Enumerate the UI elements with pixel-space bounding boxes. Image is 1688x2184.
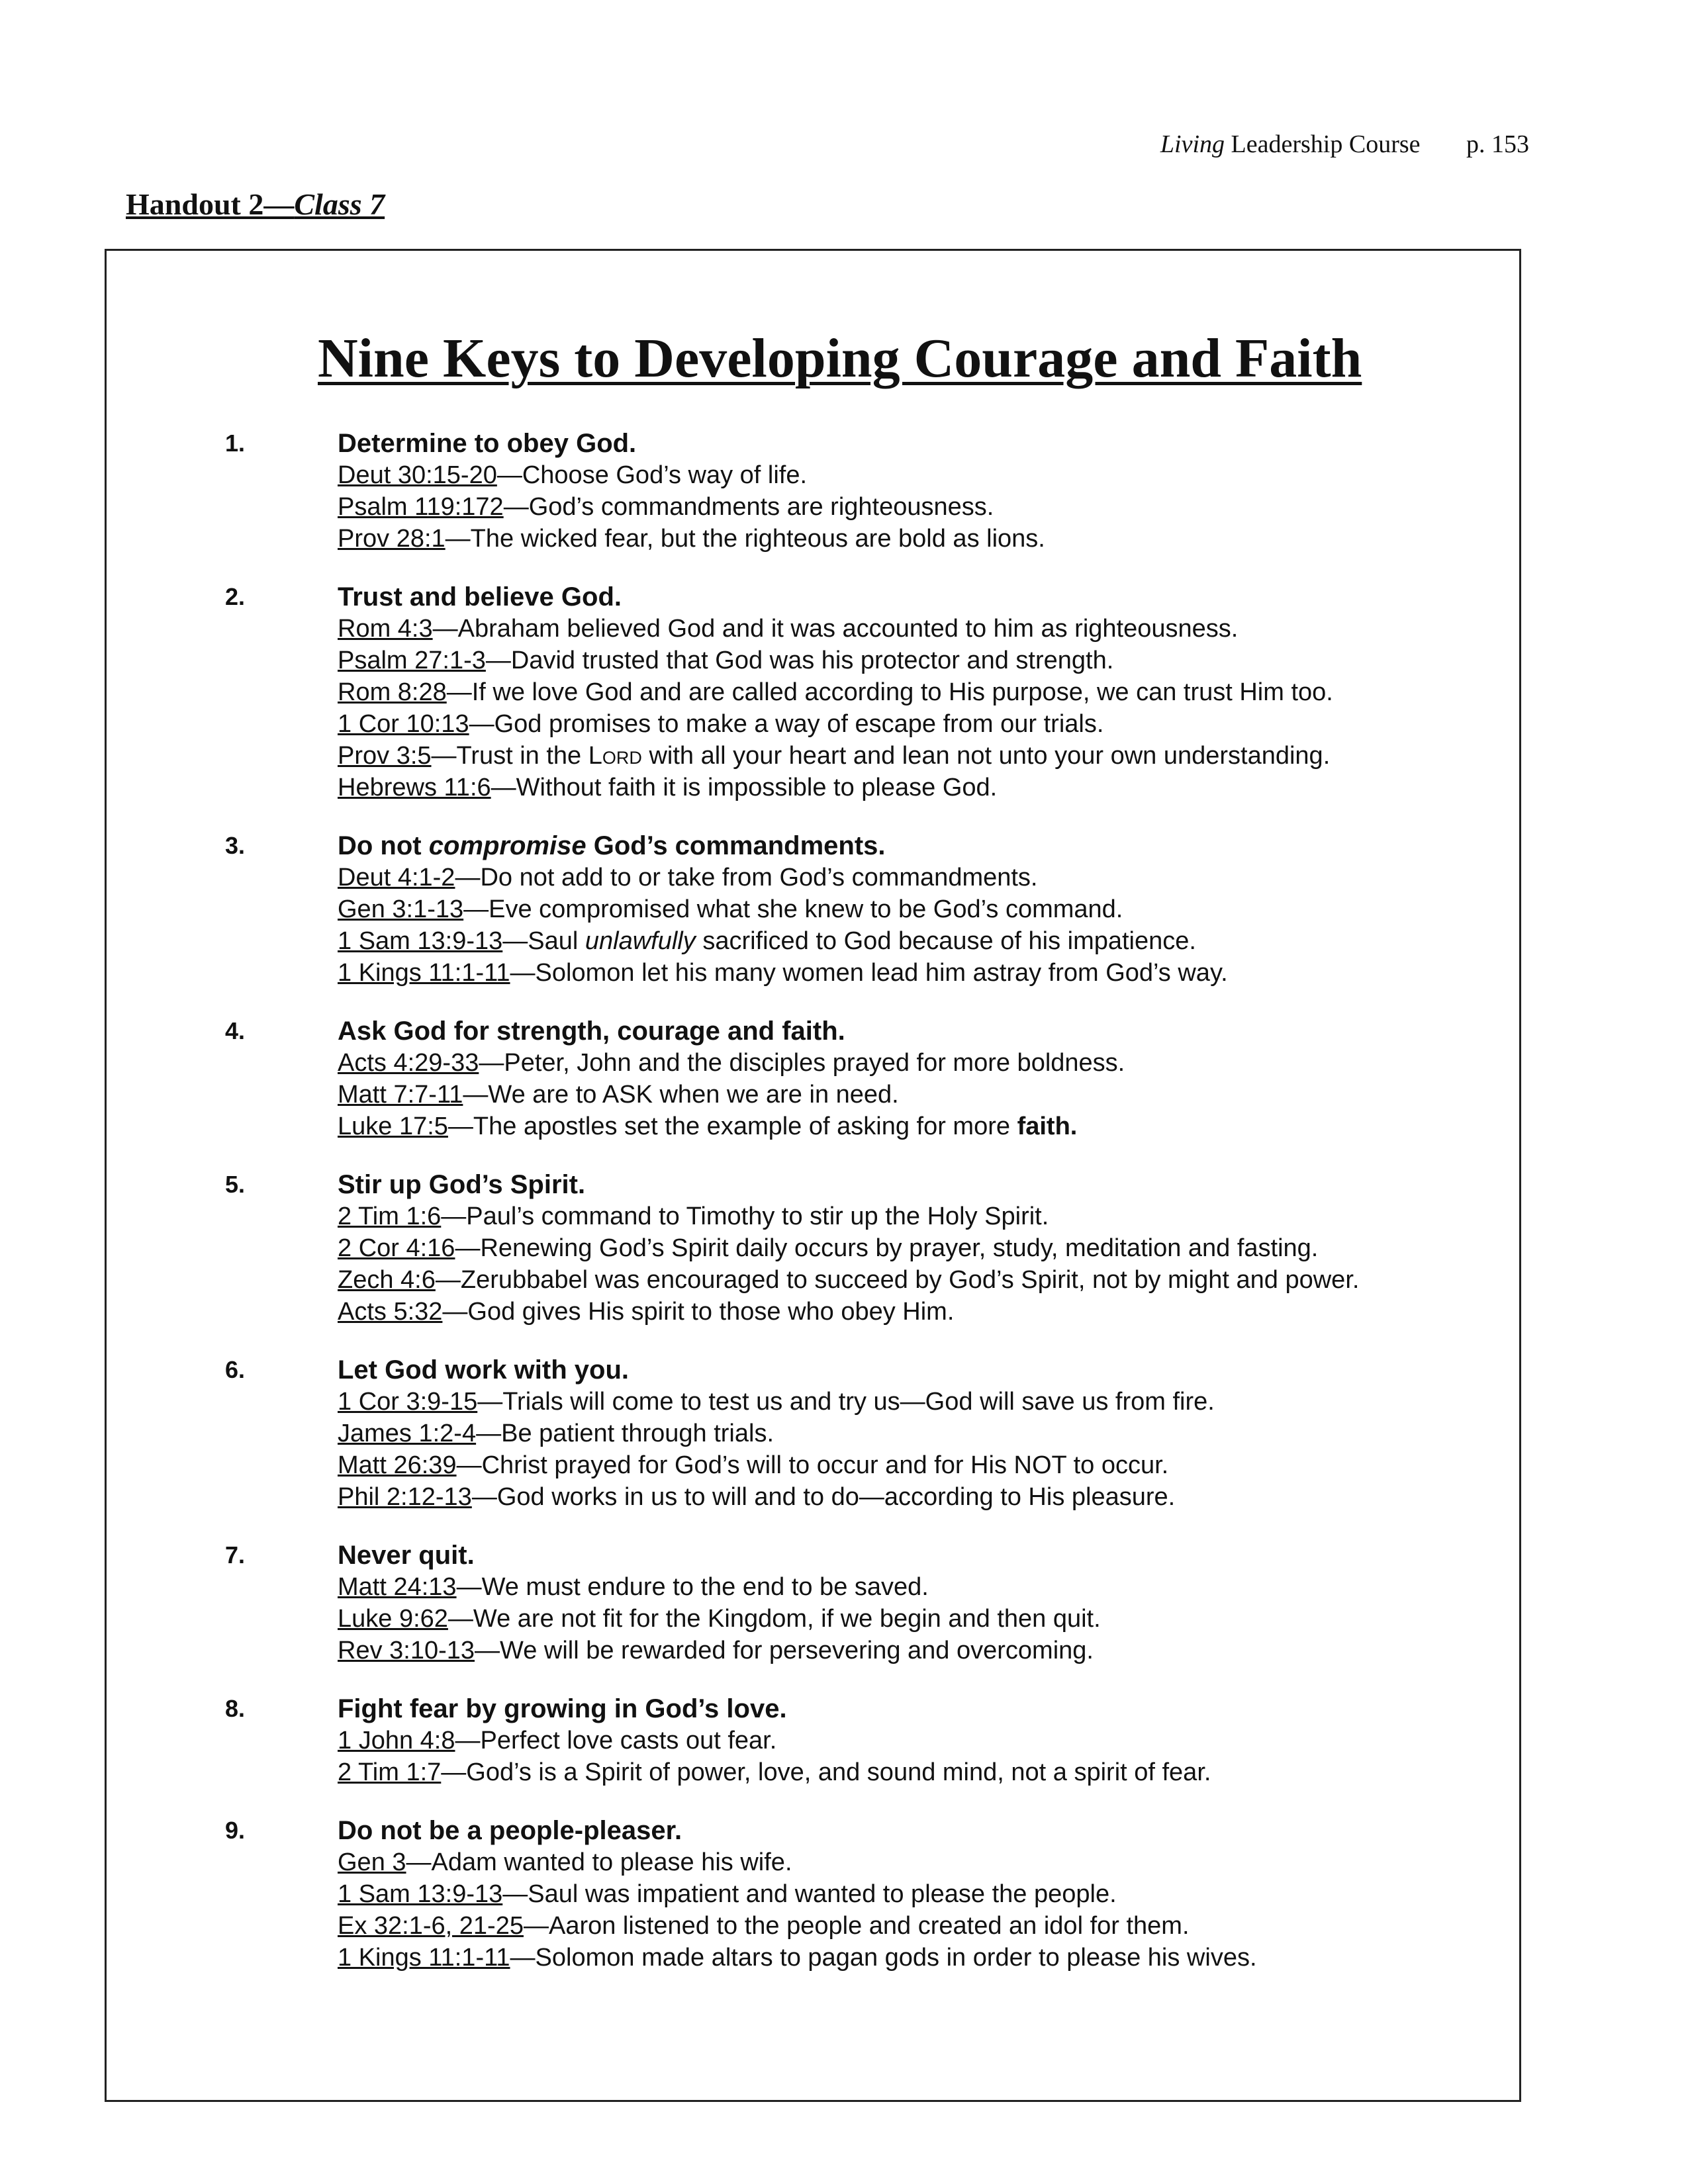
scripture-line: Phil 2:12-13—God works in us to will and to do—according to His pleasure. bbox=[338, 1483, 1176, 1511]
scripture-ref: 2 Tim 1:6 bbox=[338, 1203, 442, 1230]
key-item bbox=[225, 1169, 1503, 1328]
key-number: 5. bbox=[225, 1171, 246, 1198]
scripture-ref: Hebrews 11:6 bbox=[338, 774, 491, 801]
key-item bbox=[225, 1815, 1503, 1974]
scripture-ref: 2 Tim 1:7 bbox=[338, 1758, 442, 1786]
scripture-line: Deut 30:15-20—Choose God’s way of life. bbox=[338, 461, 808, 489]
scripture-line: Rom 4:3—Abraham believed God and it was accounted to him as righteousness. bbox=[338, 615, 1239, 643]
scripture-line: 1 Sam 13:9-13—Saul was impatient and wanted to please the people. bbox=[338, 1880, 1117, 1908]
scripture-line: 2 Cor 4:16—Renewing God’s Spirit daily occurs by prayer, study, meditation and fasting. bbox=[338, 1234, 1319, 1262]
scripture-ref: Matt 24:13 bbox=[338, 1573, 457, 1601]
scripture-ref: Luke 17:5 bbox=[338, 1113, 448, 1140]
scripture-ref: 1 John 4:8 bbox=[338, 1727, 455, 1754]
scripture-ref: Matt 26:39 bbox=[338, 1451, 457, 1479]
key-heading: Trust and believe God. bbox=[338, 582, 622, 612]
key-heading: Never quit. bbox=[338, 1541, 475, 1570]
scripture-line: 2 Tim 1:7—God’s is a Spirit of power, love, and sound mind, not a spirit of fear. bbox=[338, 1758, 1211, 1786]
scripture-ref: Prov 28:1 bbox=[338, 525, 445, 553]
scripture-ref: Ex 32:1-6, 21-25 bbox=[338, 1912, 524, 1940]
key-number: 4. bbox=[225, 1017, 246, 1044]
key-heading: Do not be a people-pleaser. bbox=[338, 1816, 682, 1845]
scripture-line: 2 Tim 1:6—Paul’s command to Timothy to stir up the Holy Spirit. bbox=[338, 1203, 1049, 1230]
scripture-ref: Rom 8:28 bbox=[338, 678, 447, 706]
key-number: 3. bbox=[225, 832, 246, 859]
scripture-line: Psalm 119:172—God’s commandments are righteousness. bbox=[338, 493, 994, 521]
scripture-ref: Deut 30:15-20 bbox=[338, 461, 497, 489]
scripture-line: Matt 7:7-11—We are to ASK when we are in need. bbox=[338, 1081, 899, 1109]
key-heading: Do not compromise God’s commandments. bbox=[338, 831, 886, 860]
scripture-ref: Matt 7:7-11 bbox=[338, 1081, 463, 1109]
key-number: 1. bbox=[225, 430, 246, 457]
scripture-line: 1 Cor 10:13—God promises to make a way of escape from our trials. bbox=[338, 710, 1104, 738]
scripture-ref: 1 Kings 11:1-11 bbox=[338, 1944, 510, 1972]
scripture-line: Prov 3:5—Trust in the Lord with all your heart and lean not unto your own understanding. bbox=[338, 742, 1331, 770]
course-name: Living Leadership Course bbox=[1160, 130, 1421, 158]
scripture-ref: 2 Cor 4:16 bbox=[338, 1234, 455, 1262]
key-body bbox=[338, 1539, 1503, 1666]
scripture-ref: Deut 4:1-2 bbox=[338, 864, 455, 891]
scripture-ref: Psalm 27:1-3 bbox=[338, 647, 486, 674]
key-body bbox=[338, 1815, 1503, 1974]
scripture-line: Zech 4:6—Zerubbabel was encouraged to succeed by God’s Spirit, not by might and power. bbox=[338, 1266, 1360, 1294]
scripture-line: Acts 5:32—God gives His spirit to those who obey Him. bbox=[338, 1298, 955, 1326]
key-item bbox=[225, 1693, 1503, 1788]
scripture-line: Rom 8:28—If we love God and are called according to His purpose, we can trust Him too. bbox=[338, 678, 1333, 706]
scripture-line: Matt 26:39—Christ prayed for God’s will to occur and for His NOT to occur. bbox=[338, 1451, 1169, 1479]
scripture-line: Rev 3:10-13—We will be rewarded for persevering and overcoming. bbox=[338, 1637, 1094, 1664]
handout-label: Handout 2—Class 7 bbox=[126, 187, 385, 221]
scripture-ref: Rom 4:3 bbox=[338, 615, 433, 643]
scripture-ref: Phil 2:12-13 bbox=[338, 1483, 472, 1511]
key-body bbox=[338, 1169, 1503, 1328]
scripture-line: Acts 4:29-33—Peter, John and the disciples prayed for more boldness. bbox=[338, 1049, 1125, 1077]
key-number: 7. bbox=[225, 1541, 246, 1569]
key-item bbox=[225, 428, 1503, 555]
scripture-ref: 1 Cor 3:9-15 bbox=[338, 1388, 478, 1416]
scripture-line: Luke 17:5—The apostles set the example of asking for more faith. bbox=[338, 1113, 1078, 1140]
scripture-line: 1 Cor 3:9-15—Trials will come to test us and try us—God will save us from fire. bbox=[338, 1388, 1215, 1416]
scripture-line: Deut 4:1-2—Do not add to or take from God’s commandments. bbox=[338, 864, 1038, 891]
page-title: Nine Keys to Developing Courage and Faith bbox=[318, 328, 1362, 389]
key-heading: Ask God for strength, courage and faith. bbox=[338, 1017, 845, 1046]
scripture-ref: 1 Sam 13:9-13 bbox=[338, 927, 503, 955]
keys-list bbox=[225, 428, 1503, 2000]
key-heading: Determine to obey God. bbox=[338, 429, 637, 458]
scripture-ref: Gen 3 bbox=[338, 1848, 406, 1876]
scripture-ref: 1 Kings 11:1-11 bbox=[338, 959, 510, 987]
scripture-ref: Rev 3:10-13 bbox=[338, 1637, 475, 1664]
key-heading: Fight fear by growing in God’s love. bbox=[338, 1694, 787, 1723]
scripture-line: 1 Kings 11:1-11—Solomon let his many women lead him astray from God’s way. bbox=[338, 959, 1228, 987]
scripture-line: Psalm 27:1-3—David trusted that God was his protector and strength. bbox=[338, 647, 1114, 674]
key-number: 6. bbox=[225, 1356, 246, 1383]
key-body bbox=[338, 830, 1503, 989]
key-number: 2. bbox=[225, 583, 246, 610]
key-body bbox=[338, 428, 1503, 555]
key-heading: Stir up God’s Spirit. bbox=[338, 1170, 586, 1199]
scripture-line: Gen 3:1-13—Eve compromised what she knew to be God’s command. bbox=[338, 895, 1123, 923]
key-item bbox=[225, 1354, 1503, 1513]
key-heading: Let God work with you. bbox=[338, 1355, 629, 1385]
scripture-line: Hebrews 11:6—Without faith it is impossible to please God. bbox=[338, 774, 998, 801]
scripture-line: Matt 24:13—We must endure to the end to be saved. bbox=[338, 1573, 929, 1601]
scripture-ref: Gen 3:1-13 bbox=[338, 895, 464, 923]
scripture-line: 1 Sam 13:9-13—Saul unlawfully sacrificed to God because of his impatience. bbox=[338, 927, 1196, 955]
scripture-line: Prov 28:1—The wicked fear, but the righteous are bold as lions. bbox=[338, 525, 1045, 553]
key-item bbox=[225, 830, 1503, 989]
scripture-line: 1 Kings 11:1-11—Solomon made altars to pagan gods in order to please his wives. bbox=[338, 1944, 1257, 1972]
key-number: 8. bbox=[225, 1695, 246, 1722]
scripture-line: James 1:2-4—Be patient through trials. bbox=[338, 1420, 774, 1447]
key-item bbox=[225, 1015, 1503, 1142]
scripture-ref: 1 Cor 10:13 bbox=[338, 710, 469, 738]
page-header bbox=[1160, 130, 1529, 159]
scripture-line: Luke 9:62—We are not fit for the Kingdom, if we begin and then quit. bbox=[338, 1605, 1101, 1633]
scripture-line: 1 John 4:8—Perfect love casts out fear. bbox=[338, 1727, 777, 1754]
scripture-ref: 1 Sam 13:9-13 bbox=[338, 1880, 503, 1908]
scripture-ref: Acts 4:29-33 bbox=[338, 1049, 479, 1077]
scripture-ref: Luke 9:62 bbox=[338, 1605, 448, 1633]
scripture-ref: James 1:2-4 bbox=[338, 1420, 477, 1447]
key-number: 9. bbox=[225, 1817, 246, 1844]
key-item bbox=[225, 581, 1503, 803]
key-body bbox=[338, 1015, 1503, 1142]
key-item bbox=[225, 1539, 1503, 1666]
scripture-line: Ex 32:1-6, 21-25—Aaron listened to the people and created an idol for them. bbox=[338, 1912, 1190, 1940]
page-number: p. 153 bbox=[1466, 130, 1529, 158]
scripture-line: Gen 3—Adam wanted to please his wife. bbox=[338, 1848, 792, 1876]
key-body bbox=[338, 1354, 1503, 1513]
key-body bbox=[338, 581, 1503, 803]
scripture-ref: Acts 5:32 bbox=[338, 1298, 443, 1326]
scripture-ref: Psalm 119:172 bbox=[338, 493, 504, 521]
scripture-ref: Zech 4:6 bbox=[338, 1266, 436, 1294]
scripture-ref: Prov 3:5 bbox=[338, 742, 432, 770]
key-body bbox=[338, 1693, 1503, 1788]
